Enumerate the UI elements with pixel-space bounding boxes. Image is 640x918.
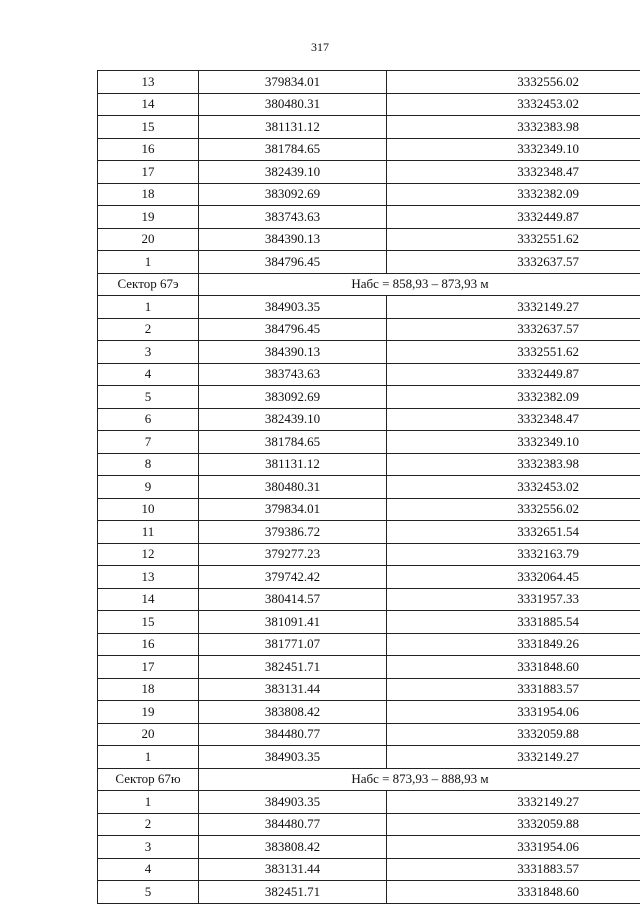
point-number: 5 [98,881,199,904]
coord-y: 3332551.62 [387,341,640,364]
point-number: 12 [98,543,199,566]
coordinates-table-body [98,71,640,904]
coord-y: 3331848.60 [387,881,640,904]
point-number: 16 [98,138,199,161]
table-row [98,791,640,814]
coord-y: 3332383.98 [387,453,640,476]
coord-x: 381784.65 [199,138,387,161]
coord-y: 3332449.87 [387,363,640,386]
table-row [98,251,640,274]
point-number: 14 [98,93,199,116]
sector-name: Сектор 67ю [98,768,199,791]
table-row [98,183,640,206]
coord-x: 384903.35 [199,791,387,814]
coord-y: 3331954.06 [387,701,640,724]
point-number: 3 [98,341,199,364]
coord-y: 3332349.10 [387,431,640,454]
coord-y: 3332059.88 [387,813,640,836]
coord-x: 381131.12 [199,453,387,476]
coord-y: 3331883.57 [387,678,640,701]
coord-y: 3332348.47 [387,408,640,431]
point-number: 13 [98,71,199,94]
table-row [98,498,640,521]
page-number: 317 [311,40,329,54]
coord-x: 384390.13 [199,341,387,364]
coord-x: 381091.41 [199,611,387,634]
coord-x: 384480.77 [199,813,387,836]
table-row [98,521,640,544]
table-row [98,881,640,904]
coord-x: 379834.01 [199,498,387,521]
coord-x: 379386.72 [199,521,387,544]
coord-y: 3331885.54 [387,611,640,634]
table-row [98,408,640,431]
coord-x: 382451.71 [199,656,387,679]
point-number: 17 [98,161,199,184]
coord-x: 383131.44 [199,858,387,881]
coord-y: 3332453.02 [387,476,640,499]
coord-y: 3332149.27 [387,791,640,814]
coord-y: 3331957.33 [387,588,640,611]
coord-y: 3331849.26 [387,633,640,656]
point-number: 18 [98,183,199,206]
coord-x: 381771.07 [199,633,387,656]
point-number: 11 [98,521,199,544]
coord-y: 3332349.10 [387,138,640,161]
point-number: 19 [98,206,199,229]
coord-x: 384796.45 [199,251,387,274]
coord-y: 3332348.47 [387,161,640,184]
coord-x: 382439.10 [199,408,387,431]
point-number: 2 [98,318,199,341]
coord-y: 3331954.06 [387,836,640,859]
table-row [98,701,640,724]
sector-altitude: Набс = 873,93 – 888,93 м [199,768,640,791]
table-row [98,813,640,836]
point-number: 4 [98,858,199,881]
coord-y: 3332064.45 [387,566,640,589]
coord-y: 3332163.79 [387,543,640,566]
coord-x: 383808.42 [199,701,387,724]
point-number: 7 [98,431,199,454]
coord-x: 383743.63 [199,206,387,229]
table-row [98,386,640,409]
coord-y: 3332637.57 [387,318,640,341]
table-row [98,678,640,701]
coord-y: 3332382.09 [387,386,640,409]
point-number: 1 [98,296,199,319]
coord-x: 384480.77 [199,723,387,746]
coord-x: 380414.57 [199,588,387,611]
coord-y: 3332149.27 [387,746,640,769]
table-row [98,116,640,139]
coord-x: 384903.35 [199,746,387,769]
coord-y: 3332059.88 [387,723,640,746]
coord-y: 3332453.02 [387,93,640,116]
coordinates-table [97,70,640,904]
table-row [98,633,640,656]
point-number: 17 [98,656,199,679]
point-number: 15 [98,611,199,634]
coord-x: 379742.42 [199,566,387,589]
coord-y: 3332382.09 [387,183,640,206]
point-number: 16 [98,633,199,656]
coord-x: 384390.13 [199,228,387,251]
table-row [98,543,640,566]
coord-x: 381131.12 [199,116,387,139]
coord-y: 3331883.57 [387,858,640,881]
table-row [98,431,640,454]
table-row [98,363,640,386]
table-row [98,566,640,589]
coord-x: 379277.23 [199,543,387,566]
coord-y: 3332551.62 [387,228,640,251]
coord-x: 384796.45 [199,318,387,341]
coord-x: 382451.71 [199,881,387,904]
point-number: 14 [98,588,199,611]
point-number: 15 [98,116,199,139]
coord-x: 381784.65 [199,431,387,454]
coord-y: 3331848.60 [387,656,640,679]
point-number: 19 [98,701,199,724]
coord-x: 383092.69 [199,386,387,409]
table-row [98,588,640,611]
coord-x: 379834.01 [199,71,387,94]
coord-x: 383743.63 [199,363,387,386]
coord-y: 3332149.27 [387,296,640,319]
coord-y: 3332383.98 [387,116,640,139]
table-row [98,836,640,859]
point-number: 1 [98,791,199,814]
table-row [98,656,640,679]
table-row [98,318,640,341]
table-row [98,746,640,769]
coord-y: 3332556.02 [387,498,640,521]
table-row [98,161,640,184]
coord-x: 382439.10 [199,161,387,184]
table-row [98,476,640,499]
point-number: 10 [98,498,199,521]
coord-x: 384903.35 [199,296,387,319]
coord-y: 3332637.57 [387,251,640,274]
point-number: 8 [98,453,199,476]
table-row [98,138,640,161]
point-number: 20 [98,723,199,746]
table-row [98,858,640,881]
point-number: 6 [98,408,199,431]
point-number: 3 [98,836,199,859]
table-row [98,296,640,319]
coord-y: 3332651.54 [387,521,640,544]
table-row [98,228,640,251]
table-row [98,206,640,229]
table-row [98,611,640,634]
point-number: 9 [98,476,199,499]
point-number: 20 [98,228,199,251]
coord-x: 383131.44 [199,678,387,701]
coord-y: 3332449.87 [387,206,640,229]
point-number: 1 [98,251,199,274]
point-number: 1 [98,746,199,769]
coord-x: 380480.31 [199,93,387,116]
table-row [98,723,640,746]
table-row [98,71,640,94]
point-number: 4 [98,363,199,386]
coord-x: 380480.31 [199,476,387,499]
point-number: 13 [98,566,199,589]
coord-x: 383092.69 [199,183,387,206]
sector-name: Сектор 67э [98,273,199,296]
sector-altitude: Набс = 858,93 – 873,93 м [199,273,640,296]
sector-header-row [98,768,640,791]
coord-x: 383808.42 [199,836,387,859]
point-number: 18 [98,678,199,701]
sector-header-row [98,273,640,296]
table-row [98,93,640,116]
point-number: 2 [98,813,199,836]
table-row [98,341,640,364]
point-number: 5 [98,386,199,409]
coord-y: 3332556.02 [387,71,640,94]
table-row [98,453,640,476]
